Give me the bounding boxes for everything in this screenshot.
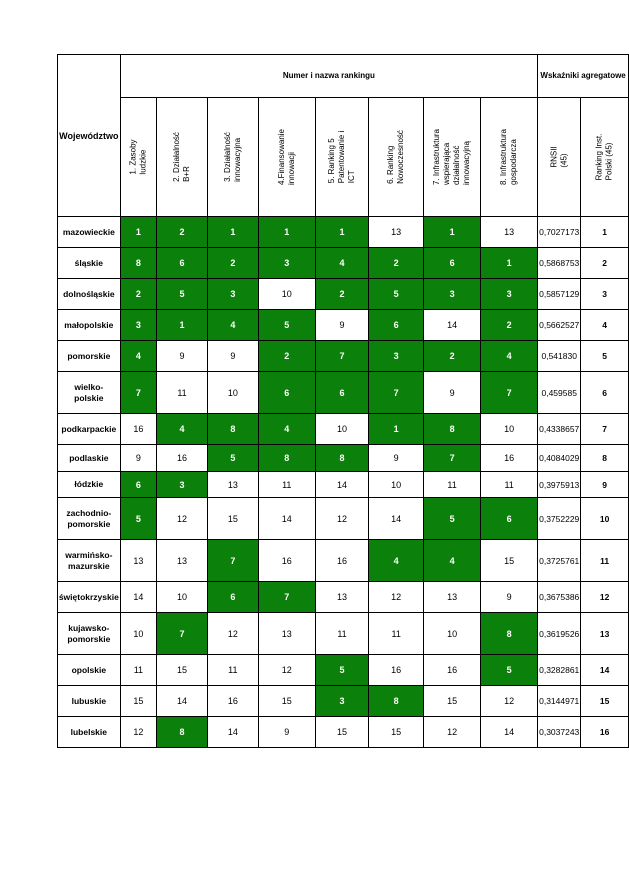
rank-cell: 4 [424,540,481,582]
rnsii-index-cell: 0,5868753 [538,248,581,279]
region-cell [58,686,121,717]
rnsii-index-cell: 0,3144971 [538,686,581,717]
region-name-line: mazowieckie [62,226,115,237]
rank-cell: 2 [424,341,481,372]
column-header-line: ludzkie [138,149,148,175]
rank-cell: 13 [120,540,156,582]
rank-cell: 9 [157,341,208,372]
rank-cell: 15 [424,686,481,717]
rnsii-index-cell: 0,5857129 [538,279,581,310]
rank-cell: 8 [157,717,208,748]
rank-cell: 8 [424,414,481,445]
rank-cell: 16 [120,414,156,445]
table-row [58,248,629,279]
table-row [58,655,629,686]
column-header-line: Patentowanie i [337,130,347,184]
column-header-line: B+R [182,166,192,182]
aggregate-rank-cell: 9 [581,472,629,498]
column-header-line: innowacji [286,152,296,186]
region-cell [58,248,121,279]
rank-cell: 10 [369,472,424,498]
column-header-2 [157,98,208,217]
column-header-text [595,134,615,181]
region-cell [58,498,121,540]
region-cell [58,341,121,372]
region-name-line: kujawsko- [68,622,110,633]
rank-cell: 12 [207,613,258,655]
rnsii-index-cell: 0,3752229 [538,498,581,540]
rank-cell: 10 [481,414,538,445]
rank-cell: 16 [424,655,481,686]
rank-cell: 6 [157,248,208,279]
rank-cell: 12 [120,717,156,748]
rank-cell: 1 [481,248,538,279]
aggregate-rank-cell: 6 [581,372,629,414]
rank-cell: 13 [315,582,368,613]
rank-cell: 13 [258,613,315,655]
column-header-line: gospodarcza [509,139,519,186]
region-name-line: dolnośląskie [63,288,115,299]
rank-cell: 1 [207,217,258,248]
rank-cell: 6 [481,498,538,540]
rank-cell: 9 [481,582,538,613]
rank-cell: 16 [481,445,538,472]
region-name-line: małopolskie [64,319,114,330]
rank-cell: 4 [258,414,315,445]
region-cell [58,372,121,414]
rank-cell: 8 [481,613,538,655]
rank-cell: 2 [315,279,368,310]
rank-cell: 9 [207,341,258,372]
aggregate-rank-cell: 5 [581,341,629,372]
region-name-line: opolskie [71,664,107,675]
region-name-line: pomorskie [67,633,111,644]
rank-cell: 5 [258,310,315,341]
rank-cell: 12 [481,686,538,717]
rank-cell: 10 [258,279,315,310]
rank-cell: 8 [369,686,424,717]
rank-cell: 7 [424,445,481,472]
rank-cell: 12 [315,498,368,540]
column-header-line: 4.Finansowanie [276,128,286,186]
rank-cell: 14 [369,498,424,540]
indicators-group-header: Wskaźniki agregatowe [538,55,629,98]
rank-cell: 2 [481,310,538,341]
rank-cell: 6 [120,472,156,498]
rank-cell: 7 [315,341,368,372]
rank-cell: 2 [207,248,258,279]
aggregate-rank-cell: 8 [581,445,629,472]
region-name-line: podkarpackie [61,423,117,434]
rank-cell: 9 [424,372,481,414]
rnsii-index-cell: 0,3282861 [538,655,581,686]
rank-cell: 11 [369,613,424,655]
column-header-line: 7. Infrastruktura [432,128,442,186]
column-header-line: innowacyjną [462,140,472,186]
rank-cell: 4 [369,540,424,582]
rank-cell: 6 [369,310,424,341]
column-header-line: 1. Zasoby [128,139,138,175]
rnsii-index-cell: 0,3037243 [538,717,581,748]
rank-cell: 7 [369,372,424,414]
table-row [58,582,629,613]
rankings-group-header: Numer i nazwa rankingu [120,55,537,98]
column-header-line: (45) [559,153,569,168]
rank-cell: 8 [258,445,315,472]
column-header-line: 6. Ranking [386,145,396,184]
region-name-line: świętokrzyskie [58,591,119,602]
table-row [58,279,629,310]
rank-cell: 6 [258,372,315,414]
rank-cell: 16 [369,655,424,686]
column-header-line: innowacyjna [232,137,242,182]
aggregate-rank-cell: 13 [581,613,629,655]
rnsii-index-cell: 0,4338657 [538,414,581,445]
rank-cell: 13 [481,217,538,248]
aggregate-rank-cell: 1 [581,217,629,248]
rank-cell: 13 [369,217,424,248]
rank-cell: 9 [120,445,156,472]
rank-cell: 5 [157,279,208,310]
table-row [58,686,629,717]
rank-cell: 5 [424,498,481,540]
region-cell [58,414,121,445]
region-name-line: polskie [74,392,104,403]
region-cell [58,540,121,582]
rank-cell: 10 [315,414,368,445]
column-header-line: RNSII [549,146,559,168]
rank-cell: 7 [481,372,538,414]
column-header-line: działalność [452,145,462,186]
rankings-table [57,54,629,748]
table-row [58,414,629,445]
rank-cell: 10 [157,582,208,613]
table-row [58,445,629,472]
rank-cell: 3 [315,686,368,717]
column-header-text [549,146,569,167]
rnsii-index-cell: 0,5662527 [538,310,581,341]
column-header-row [58,98,629,217]
table-header [58,55,629,217]
rank-cell: 3 [481,279,538,310]
rank-cell: 4 [157,414,208,445]
rnsii-index-cell: 0,541830 [538,341,581,372]
rank-cell: 14 [424,310,481,341]
rank-cell: 15 [120,686,156,717]
rank-cell: 1 [120,217,156,248]
region-name-line: pomorskie [67,518,111,529]
region-name-line: mazurskie [68,560,110,571]
table-row [58,310,629,341]
rank-cell: 11 [120,655,156,686]
region-name-line: zachodnio- [66,507,112,518]
rnsii-index-cell: 0,3975913 [538,472,581,498]
rank-cell: 3 [157,472,208,498]
column-header-text [172,132,192,182]
rank-cell: 5 [369,279,424,310]
rnsii-index-cell: 0,7027173 [538,217,581,248]
rnsii-index-cell: 0,3619526 [538,613,581,655]
rank-cell: 4 [207,310,258,341]
rank-cell: 5 [120,498,156,540]
region-cell [58,613,121,655]
table-row [58,217,629,248]
rank-cell: 2 [120,279,156,310]
table-row [58,717,629,748]
region-name-line: wielko- [74,381,104,392]
rank-cell: 11 [481,472,538,498]
aggregate-rank-cell: 16 [581,717,629,748]
rank-cell: 7 [258,582,315,613]
rank-cell: 4 [120,341,156,372]
table-row [58,341,629,372]
rank-cell: 6 [207,582,258,613]
rank-cell: 1 [258,217,315,248]
column-header-line: wspierająca [442,142,452,186]
column-header-line: 5. Ranking 5 [327,138,337,184]
aggregate-rank-cell: 3 [581,279,629,310]
aggregate-rank-cell: 10 [581,498,629,540]
rank-cell: 4 [481,341,538,372]
rnsii-index-cell: 0,3725761 [538,540,581,582]
rank-cell: 9 [369,445,424,472]
rank-cell: 5 [207,445,258,472]
region-name-line: śląskie [74,257,104,268]
region-name-line: pomorskie [67,350,111,361]
rank-cell: 13 [424,582,481,613]
column-header-line: Ranking Inst. [594,133,604,181]
rank-cell: 15 [369,717,424,748]
rank-cell: 12 [258,655,315,686]
column-header-line: Polski (45) [604,142,614,181]
rank-cell: 2 [157,217,208,248]
rank-cell: 11 [207,655,258,686]
aggregate-rank-cell: 14 [581,655,629,686]
region-name-line: podlaskie [69,452,109,463]
column-header-4 [258,98,315,217]
column-header-3 [207,98,258,217]
rank-cell: 10 [424,613,481,655]
aggregate-rank-cell: 4 [581,310,629,341]
rnsii-index-cell: 0,4084029 [538,445,581,472]
table-row [58,372,629,414]
rank-cell: 8 [315,445,368,472]
rank-cell: 5 [315,655,368,686]
rank-cell: 3 [424,279,481,310]
rnsii-index-cell: 0,459585 [538,372,581,414]
column-header-5 [315,98,368,217]
table-row [58,472,629,498]
column-header-line: 2. Działalność [172,132,182,182]
rank-cell: 7 [157,613,208,655]
rank-cell: 6 [424,248,481,279]
rank-cell: 2 [369,248,424,279]
column-header-7 [424,98,481,217]
aggregate-rank-cell: 15 [581,686,629,717]
rank-cell: 14 [207,717,258,748]
rank-cell: 11 [157,372,208,414]
rank-cell: 9 [315,310,368,341]
rank-cell: 1 [157,310,208,341]
table-body [58,217,629,748]
column-header-text [223,132,243,182]
rank-cell: 12 [424,717,481,748]
rank-cell: 11 [424,472,481,498]
rank-cell: 11 [258,472,315,498]
rank-cell: 3 [258,248,315,279]
rank-cell: 8 [207,414,258,445]
rank-cell: 3 [120,310,156,341]
region-cell [58,582,121,613]
column-header-10 [581,98,629,217]
column-header-text [327,131,357,183]
rank-cell: 12 [157,498,208,540]
column-header-text [499,129,519,185]
region-cell [58,279,121,310]
rank-cell: 15 [157,655,208,686]
rank-cell: 15 [315,717,368,748]
column-header-line: 3. Działalność [222,132,232,182]
region-name-line: lubuskie [71,695,107,706]
rank-cell: 3 [207,279,258,310]
rank-cell: 11 [315,613,368,655]
table-row [58,613,629,655]
rank-cell: 15 [207,498,258,540]
column-header-text [277,129,297,185]
rnsii-index-cell: 0,3675386 [538,582,581,613]
aggregate-rank-cell: 7 [581,414,629,445]
table-row [58,540,629,582]
aggregate-rank-cell: 11 [581,540,629,582]
region-cell [58,717,121,748]
rank-cell: 16 [258,540,315,582]
rank-cell: 3 [369,341,424,372]
region-cell [58,445,121,472]
column-header-line: 8. Infrastruktura [499,128,509,186]
rank-cell: 14 [120,582,156,613]
column-header-text [128,139,148,174]
table-row [58,498,629,540]
rank-cell: 9 [258,717,315,748]
column-header-8 [481,98,538,217]
region-cell [58,310,121,341]
rank-cell: 10 [120,613,156,655]
rank-cell: 13 [207,472,258,498]
rank-cell: 1 [424,217,481,248]
column-header-text [386,130,406,184]
rank-cell: 7 [207,540,258,582]
region-name-line: lubelskie [70,726,108,737]
aggregate-rank-cell: 12 [581,582,629,613]
rank-cell: 15 [481,540,538,582]
rank-cell: 14 [481,717,538,748]
rank-cell: 8 [120,248,156,279]
region-name-line: łódzkie [74,479,104,489]
rank-cell: 5 [481,655,538,686]
column-header-9 [538,98,581,217]
region-cell [58,217,121,248]
column-header-6 [369,98,424,217]
rank-cell: 16 [315,540,368,582]
rank-cell: 2 [258,341,315,372]
rank-cell: 16 [207,686,258,717]
column-header-line: ICT [347,170,357,184]
rank-cell: 6 [315,372,368,414]
rank-cell: 14 [157,686,208,717]
column-header-line: Nowoczesność [396,130,406,184]
rank-cell: 7 [120,372,156,414]
rank-cell: 12 [369,582,424,613]
region-cell [58,472,121,498]
rank-cell: 4 [315,248,368,279]
rank-cell: 13 [157,540,208,582]
region-cell [58,655,121,686]
rank-cell: 1 [369,414,424,445]
rank-cell: 14 [258,498,315,540]
rank-cell: 1 [315,217,368,248]
column-header-1 [120,98,156,217]
aggregate-rank-cell: 2 [581,248,629,279]
rank-cell: 16 [157,445,208,472]
rank-cell: 14 [315,472,368,498]
column-header-text [432,129,472,185]
region-column-header: Województwo [58,55,121,217]
rank-cell: 10 [207,372,258,414]
rank-cell: 15 [258,686,315,717]
region-name-line: warmińsko- [65,549,113,560]
